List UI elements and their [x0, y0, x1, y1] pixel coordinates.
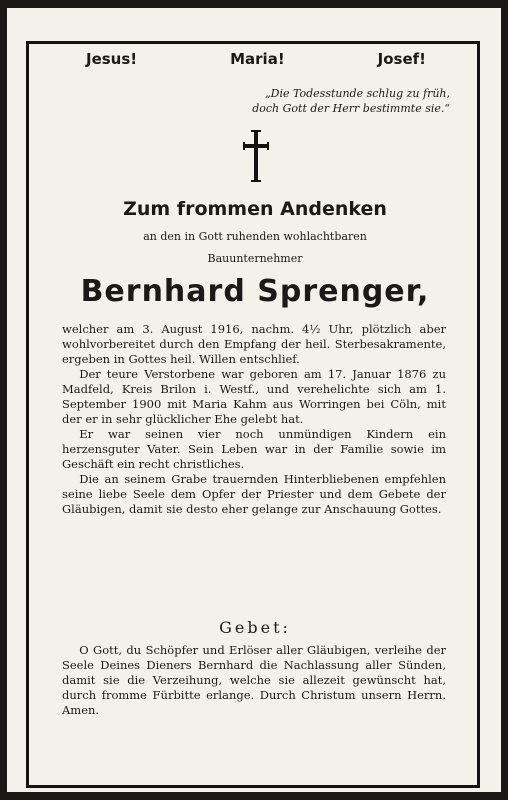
deceased-name: Bernhard Sprenger, — [80, 274, 430, 309]
biography-paragraph: Er war seinen vier noch unmündigen Kindern ein herzensguter Vater. Sein Leben war in der Familie sowie im Geschäft ein recht christliches. — [62, 427, 446, 471]
invocation-row — [86, 50, 426, 72]
motto-line-1: „Die Todesstunde schlug zu früh, — [264, 87, 450, 100]
invocation-maria: Maria! — [230, 50, 285, 68]
biography-paragraph: Der teure Verstorbene war geboren am 17. Januar 1876 zu Madfeld, Kreis Brilon i. Westf., und verehelichte sich am 1. September 1900 mit Maria Kahm aus Worringen bei Cöln, mit der er in sehr glücklicher Ehe gelebt hat. — [62, 367, 446, 426]
prayer-text — [62, 643, 446, 718]
prayer-heading: Gebet: — [219, 618, 291, 637]
invocation-jesus: Jesus! — [86, 50, 138, 68]
latin-cross-icon — [243, 130, 269, 182]
motto-line-2: doch Gott der Herr bestimmte sie.“ — [252, 102, 450, 115]
invocation-josef: Josef! — [377, 50, 426, 68]
biography-text — [62, 322, 446, 517]
card-title: Zum frommen Andenken — [123, 198, 387, 220]
subtitle-line-2: Bauunternehmer — [207, 252, 303, 265]
biography-paragraph: Die an seinem Grabe trauernden Hinterbliebenen empfehlen seine liebe Seele dem Opfer der Priester und dem Gebete der Gläubigen, damit sie desto eher gelange zur Anschauung Gottes. — [62, 472, 446, 516]
biography-paragraph: welcher am 3. August 1916, nachm. 4½ Uhr, plötzlich aber wohlvorbereitet durch den Empfang der heil. Sterbesakramente, ergeben in Gottes heil. Willen entschlief. — [62, 322, 446, 366]
subtitle-line-1: an den in Gott ruhenden wohlachtbaren — [143, 230, 367, 243]
prayer-paragraph: O Gott, du Schöpfer und Erlöser aller Gläubigen, verleihe der Seele Deines Dieners Bernhard die Nachlassung aller Sünden, damit sie die Verzeihung, welche sie allezeit gewünscht hat, durch fromme Fürbitte erlange. Durch Christum unsern Herrn. Amen. — [62, 643, 446, 717]
motto-quote — [150, 86, 450, 116]
